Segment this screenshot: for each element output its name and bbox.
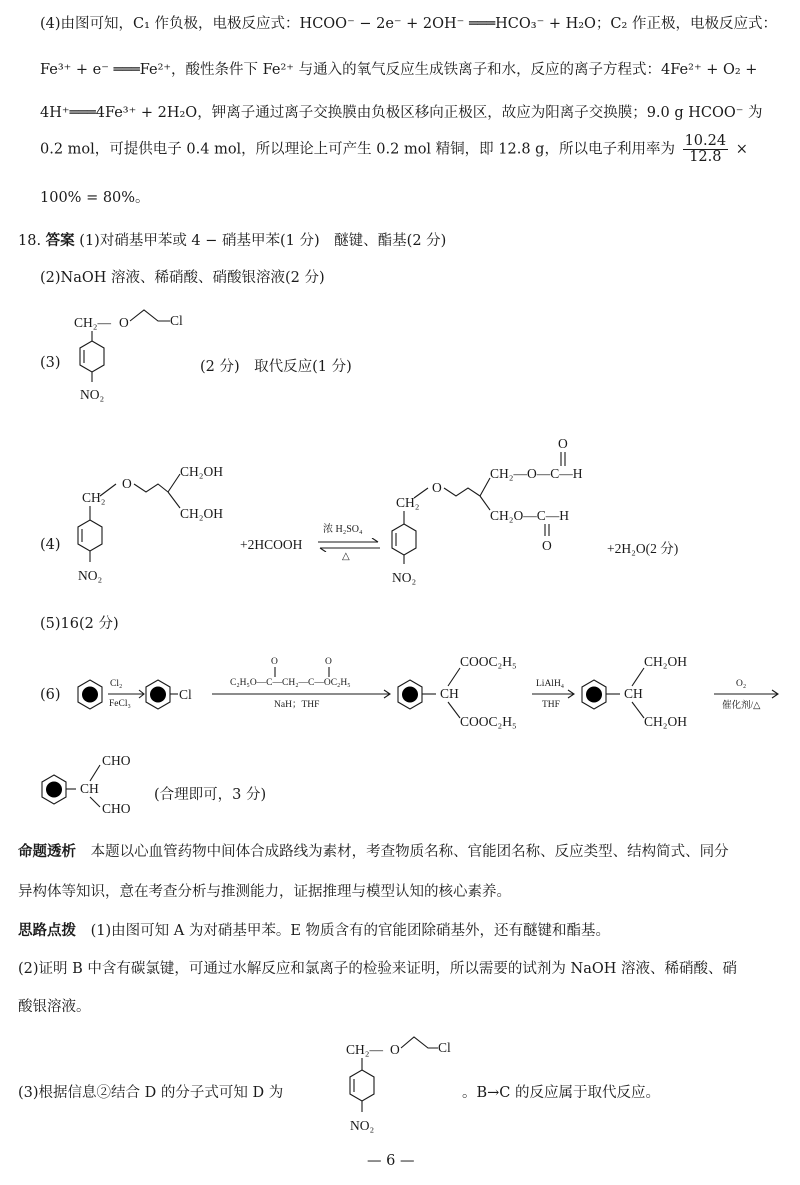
- chain-bond: [444, 488, 480, 496]
- reagent-o2: O₂: [736, 679, 747, 689]
- guide-line-1: [18, 919, 610, 940]
- p4-line-1: (4)由图可知，C₁ 作负极，电极反应式：HCOO⁻ − 2e⁻ + 2OH⁻ ═══HCO₃⁻ + H₂O；C₂ 作正极，电极反应式：: [40, 16, 777, 32]
- efficiency-fraction: [683, 134, 729, 165]
- water-product: +2H₂O(2 分): [607, 541, 679, 556]
- chlorine: Cl: [170, 313, 183, 328]
- ch2oh-top: CH₂OH: [180, 464, 223, 479]
- guide-label: 思路点拨: [18, 923, 76, 939]
- fraction-numerator: 10.24: [684, 133, 727, 149]
- reagent-fecl3: FeCl₃: [109, 699, 131, 709]
- guide-line-3: 酸银溶液。: [18, 999, 91, 1015]
- synthesis-route: [62, 650, 792, 730]
- guide-line-4b: 。B→C 的反应属于取代反应。: [462, 1085, 661, 1101]
- p3-label: (3): [40, 355, 61, 371]
- ch2-group: CH₂: [396, 495, 420, 510]
- carbonyl-o-bottom: O: [542, 538, 552, 553]
- p6-label: (6): [40, 687, 61, 703]
- aldehyde-bottom: CHO: [102, 801, 131, 815]
- malonate-o-2: O: [325, 657, 332, 667]
- structure-D-guide: [334, 1030, 474, 1138]
- ch-center: CH: [440, 686, 459, 701]
- reagent-nah-thf: NaH；THF: [274, 700, 320, 710]
- q18-line-2: (2)NaOH 溶液、稀硝酸、硝酸银溶液(2 分): [40, 270, 325, 286]
- final-dialdehyde: [40, 745, 160, 815]
- p4-line-5: 100% = 80%。: [40, 190, 150, 206]
- chain-bond: [134, 484, 168, 492]
- ch-center-2: CH: [624, 686, 643, 701]
- reactant-structure: [62, 462, 262, 592]
- p4-line-3: 4H⁺═══4Fe³⁺ + 2H₂O，钾离子通过离子交换膜由负极区移向正极区，故应为阳离子交换膜；9.0 g HCOO⁻ 为: [40, 105, 763, 121]
- reagent-thf: THF: [542, 700, 560, 710]
- ether-oxygen: O: [390, 1042, 400, 1057]
- q18-line-1: [18, 229, 446, 250]
- ester-bottom: COOC₂H₅: [460, 714, 517, 729]
- analysis-text-1: 本题以心血管药物中间体合成路线为素材，考查物质名称、官能团名称、反应类型、结构简式、同分: [90, 844, 729, 860]
- analysis-label: 命题透析: [18, 844, 76, 860]
- reagent-lialh4: LiAlH₄: [536, 679, 565, 689]
- ch2-group: CH₂—: [346, 1042, 383, 1057]
- ethyl-bond: [401, 1037, 438, 1048]
- ether-oxygen: O: [432, 480, 442, 495]
- structure-D-answer: [62, 305, 202, 410]
- condition-bottom: △: [342, 551, 350, 562]
- guide-line-4a: (3)根据信息②结合 D 的分子式可知 D 为: [18, 1085, 284, 1101]
- reagent-catalyst: 催化剂/△: [722, 701, 761, 711]
- q18-number: 18.: [18, 233, 42, 249]
- nitro-group: NO₂: [350, 1118, 375, 1133]
- times-sign: ×: [735, 141, 748, 158]
- chlorine: Cl: [179, 687, 192, 702]
- reagent-cl2: Cl₂: [110, 679, 123, 689]
- equilibrium-arrow-icon: [316, 538, 382, 552]
- formic-acid: +2HCOOH: [240, 537, 303, 552]
- condition-top: 浓 H₂SO₄: [323, 524, 363, 535]
- nitro-group: NO₂: [392, 570, 417, 585]
- q18-part5: (5)16(2 分): [40, 616, 119, 632]
- reagent-malonate: C₂H₅O—C—CH₂—C—OC₂H₅: [230, 678, 351, 688]
- ether-oxygen: O: [119, 315, 129, 330]
- nitro-group: NO₂: [80, 387, 105, 402]
- guide-text-1: (1)由图可知 A 为对硝基甲苯。E 物质含有的官能团除硝基外，还有醚键和酯基。: [90, 923, 611, 939]
- chlorine: Cl: [438, 1040, 451, 1055]
- nitro-group: NO₂: [78, 568, 103, 583]
- p3-score: (2 分) 取代反应(1 分): [200, 359, 352, 375]
- p4-label: (4): [40, 537, 61, 553]
- product-structure: [382, 432, 622, 592]
- aldehyde-top: CHO: [102, 753, 131, 768]
- guide-line-2: (2)证明 B 中含有碳氯键，可通过水解反应和氯离子的检验来证明，所以需要的试剂为 NaOH 溶液、稀硝酸、硝: [18, 961, 737, 977]
- ethyl-bond: [130, 310, 170, 321]
- p6-tail: (合理即可，3 分): [154, 787, 267, 803]
- ch-center-3: CH: [80, 781, 99, 796]
- formate-bottom: CH₂O—C—H: [490, 508, 569, 523]
- p4-line-4: [40, 134, 748, 165]
- q18-part1: (1)对硝基甲苯或 4 − 硝基甲苯(1 分) 醚键、酯基(2 分): [79, 233, 447, 249]
- carbonyl-o-top: O: [558, 436, 568, 451]
- p4-line-4-text: 0.2 mol，可提供电子 0.4 mol，所以理论上可产生 0.2 mol 精铜，即 12.8 g，所以电子利用率为: [40, 141, 675, 158]
- diol-bottom: CH₂OH: [644, 714, 687, 729]
- ch2oh-bottom: CH₂OH: [180, 506, 223, 521]
- answer-label: 答案: [45, 233, 75, 249]
- analysis-line-2: 异构体等知识，意在考查分析与推测能力，证据推理与模型认知的核心素养。: [18, 884, 511, 900]
- ch2-group: CH₂: [82, 490, 106, 505]
- ether-oxygen: O: [122, 476, 132, 491]
- page-number: — 6 —: [367, 1153, 415, 1169]
- ester-top: COOC₂H₅: [460, 654, 517, 669]
- ch2-group: CH₂—: [74, 315, 111, 330]
- formate-top: CH₂—O—C—H: [490, 466, 583, 481]
- diol-top: CH₂OH: [644, 654, 687, 669]
- malonate-o-1: O: [271, 657, 278, 667]
- analysis-line-1: [18, 840, 729, 861]
- fraction-denominator: 12.8: [689, 149, 722, 166]
- p4-line-2: Fe³⁺ + e⁻ ═══Fe²⁺，酸性条件下 Fe²⁺ 与通入的氧气反应生成铁离子和水，反应的离子方程式：4Fe²⁺ + O₂ +: [40, 62, 758, 78]
